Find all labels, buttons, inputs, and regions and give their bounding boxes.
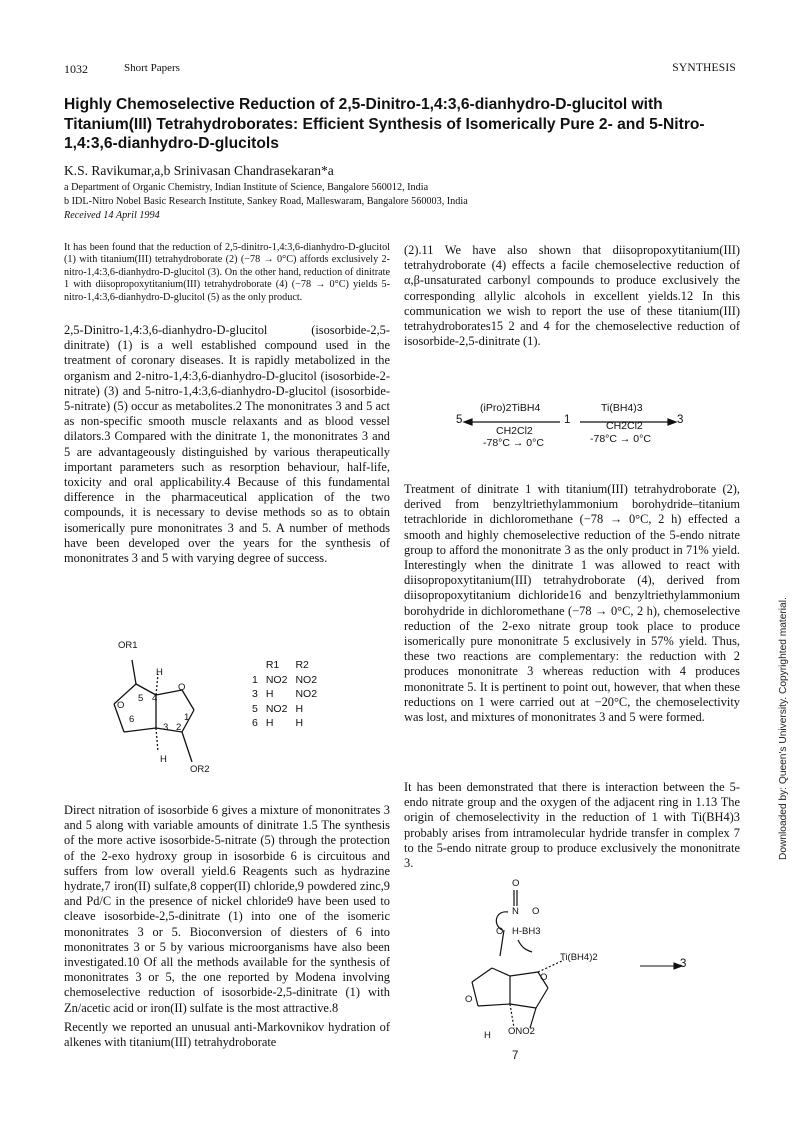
or2-label: OR2 [190,764,210,775]
h-top-label: H [156,667,163,678]
paragraph-recent-text: Recently we reported an unusual anti-Markovnikov hydration of alkenes with titanium(III) tetrahydroborate [64,1019,390,1050]
scheme-product-right: 3 [677,414,684,426]
or1-label: OR1 [118,640,138,651]
journal-name: SYNTHESIS [672,62,736,74]
scheme-right-reagent: Ti(BH4)3 [601,402,643,414]
complex-n-plus: N [512,906,519,917]
paragraph-methods-text: Direct nitration of isosorbide 6 gives a mixture of mononitrates 3 and 5 along with variable amounts of dinitrate 1.5 The synthesis of the more active isosorbide-5-nitrate (5) through the protection of the 2-exo hydroxy group in isosorbide 6 is circuitous and suffers from low overall yield.6 Reagents such as hydrazine hydrate,7 iron(II) sulfate,8 copper(II) chloride,9 powdered zinc,9 and Pd/C in the presence of nickel chloride9 have been used to cleave isosorbide-2,5-dinitrate (1) into one of the isomeric mononitrates 3 or 5. Bioconversion of diesters of 6 into mononitrates 3 or 5 by various microorganisms have also been investigated.10 Of all the methods available for the synthesis of mononitrates 3 or 5, the one reported by Modena involving chemoselective reduction of isosorbide-2,5-dinitrate (1) with Zn/acetic acid or iron(II) sulfate is the most attractive.8 [64,803,390,1015]
body-paragraph-methods [64,803,390,1050]
table-header-cell: R1 [265,659,280,671]
table-row [248,716,321,731]
table-row [248,702,321,717]
scheme-right-solvent: CH2Cl2 [606,420,643,432]
body-paragraph-intro: 2,5-Dinitro-1,4:3,6-dianhydro-D-glucitol (isosorbide-2,5-dinitrate) (1) is a well established compound used in the treatment of coronary diseases. It is rapidly metabolized in the organism and 2-nitro-1,4:3,6-dianhydro-D-glucitol (isosorbide-2-nitrate) (3) and 5-nitro-1,4:3,6-dianhydro-D-glucitol (isosorbide-5-nitrate) (5) occur as metabolites.2 The mononitrates 3 and 5 act as non-specific smooth muscle relaxants and as blood vessel dilators.3 Compared with the dinitrate 1, the mononitrates 3 and 5 are advantageously distinguished by various therapeutically important parameters such as resorption behaviour, half-life, toxicity and oral applicability.4 Because of this fundamental difference in the pharmaceutical application of the two compounds, it is necessary to devise methods so as to obtain isomerically pure mononitrates 3 and 5. A number of methods have been developed over the years for the synthesis of mononitrates 3 and 5 with varying degree of success. [64,323,390,566]
scheme-left-solvent: CH2Cl2 [496,425,533,437]
complex-h: H [484,1030,491,1041]
substituent-table [248,658,321,731]
complex-o-minus: O [532,906,540,917]
body-paragraph-use: (2).11 We have also shown that diisopropoxytitanium(III) tetrahydroborate (4) effects a facile chemoselective reduction of α,β-unsaturated carbonyl compounds to produce exclusively the corresponding allylic alcohols in excellent yields.12 In this communication we wish to report the use of these titanium(III) tetrahydroborates15 2 and 4 for the chemoselective reduction of isosorbide-2,5-dinitrate (1). [404,243,740,349]
table-cell: 1 [252,673,258,686]
complex-o-top: O [512,878,520,889]
page-header [64,62,736,78]
complex-product-label: 3 [680,958,687,970]
pos-6-label: 6 [129,714,135,725]
complex-o-ring-left: O [465,994,473,1005]
scheme-left-reagent: (iPro)2TiBH4 [480,402,541,414]
table-cell: NO2 [295,688,318,700]
complex-7-structure [452,878,712,1058]
complex-ono2: ONO2 [508,1026,535,1037]
complex-tibh4: Ti(BH4)2 [560,952,598,963]
pos-3-label: 3 [163,722,169,733]
scheme-product-left: 5 [456,414,463,426]
complex-o-left: O [496,926,504,937]
complex-o-ring: O [540,972,548,983]
table-row [248,687,321,702]
table-header-cell [248,658,262,673]
abstract: It has been found that the reduction of 2,5-dinitro-1,4:3,6-dianhydro-D-glucitol (1) with titanium(III) tetrahydroborate (2) (−78 → 0°C) affords exclusively 2-nitro-1,4:3,6-dianhydro-D-glucitol (3). On the other hand, reduction of dinitrate 1 with diisopropoxytitanium(III) tetrahydroborate (4) (−78 → 0°C) yields 5-nitro-1,4:3,6-dianhydro-D-glucitol (5) as the only product. [64,242,390,303]
pos-1-label: 1 [184,712,190,723]
body-paragraph-mechanism: It has been demonstrated that there is interaction between the 5-endo nitrate group and the oxygen of the adjacent ring in 1.13 The origin of chemoselectivity in the reduction of 1 with Ti(BH4)3 probably arises from intramolecular hydride transfer in complex 7 to the 5-endo nitrate group to produce exclusively the mononitrate 3. [404,780,740,871]
o-ring-1-label: O [178,682,186,693]
table-header-cell: R2 [295,659,309,671]
scheme-start: 1 [564,414,571,426]
received-date: Received 14 April 1994 [64,210,160,221]
h-bottom-label: H [160,754,167,765]
scheme-left-temp: -78°C → 0°C [483,437,544,449]
complex-7-label: 7 [512,1050,519,1062]
complex-hbh3: H-BH3 [512,926,541,937]
download-notice: Downloaded by: Queen's University. Copyrighted material. [778,597,789,860]
table-cell: NO2 [265,673,288,686]
table-cell: NO2 [295,673,318,686]
o-ring-2-label: O [117,700,125,711]
section-name: Short Papers [124,62,180,74]
affiliation-b: b IDL-Nitro Nobel Basic Research Institute, Sankey Road, Malleswaram, Bangalore 560003, India [64,196,468,207]
affiliation-a: a Department of Organic Chemistry, Indian Institute of Science, Bangalore 560012, India [64,182,429,193]
table-cell: H [265,688,274,700]
table-cell: H [295,702,304,715]
table-cell: H [265,717,274,729]
table-cell: 6 [252,717,258,729]
body-paragraph-results: Treatment of dinitrate 1 with titanium(III) tetrahydroborate (2), derived from benzyltriethylammonium borohydride–titanium tetrachloride in dichloromethane (−78 → 0°C, 2 h) effected a smooth and highly chemoselective reduction of the 5-endo nitrate group to afford the mononitrate 3 as the only product in 71% yield. Interestingly when the dinitrate 1 was allowed to react with diisopropoxytitanium(III) tetrahydroborate (4), derived from diisopropoxytitanium dichloride16 and benzyltriethylammonium borohydride in dichloromethane (−78 → 0°C, 2 h), chemoselective reduction of the 2-exo nitrate group took place to produce isomerically pure mononitrate 5 exclusively in 57% yield. Thus, these two reactions are complementary: the reduction with 2 produces mononitrate 3 whereas reduction with 4 produces mononitrate 5. It is pertinent to point out, however, that when these reductions on 1 were carried out at −20°C, the chemoselectivity was lost, and mixtures of mononitrates 3 and 5 were formed. [404,482,740,725]
page-number: 1032 [64,62,88,76]
pos-4-label: 4 [152,693,158,704]
table-row [248,673,321,688]
table-cell: H [295,717,304,729]
article-title: Highly Chemoselective Reduction of 2,5-Dinitro-1,4:3,6-dianhydro-D-glucitol with Titanium(III) Tetrahydroborates: Efficient Synthesis of Isomerically Pure 2- and 5-Nitro-1,4:3,6-dianhydro-D-glucitols [64,96,705,152]
pos-5-label: 5 [138,693,144,704]
table-header-row [248,658,321,673]
scheme-right-temp: -78°C → 0°C [590,433,651,445]
table-cell: 5 [252,702,258,715]
pos-2-label: 2 [176,722,182,733]
table-cell: NO2 [265,702,288,715]
table-cell: 3 [252,688,258,700]
authors: K.S. Ravikumar,a,b Srinivasan Chandrasekaran*a [64,163,334,178]
